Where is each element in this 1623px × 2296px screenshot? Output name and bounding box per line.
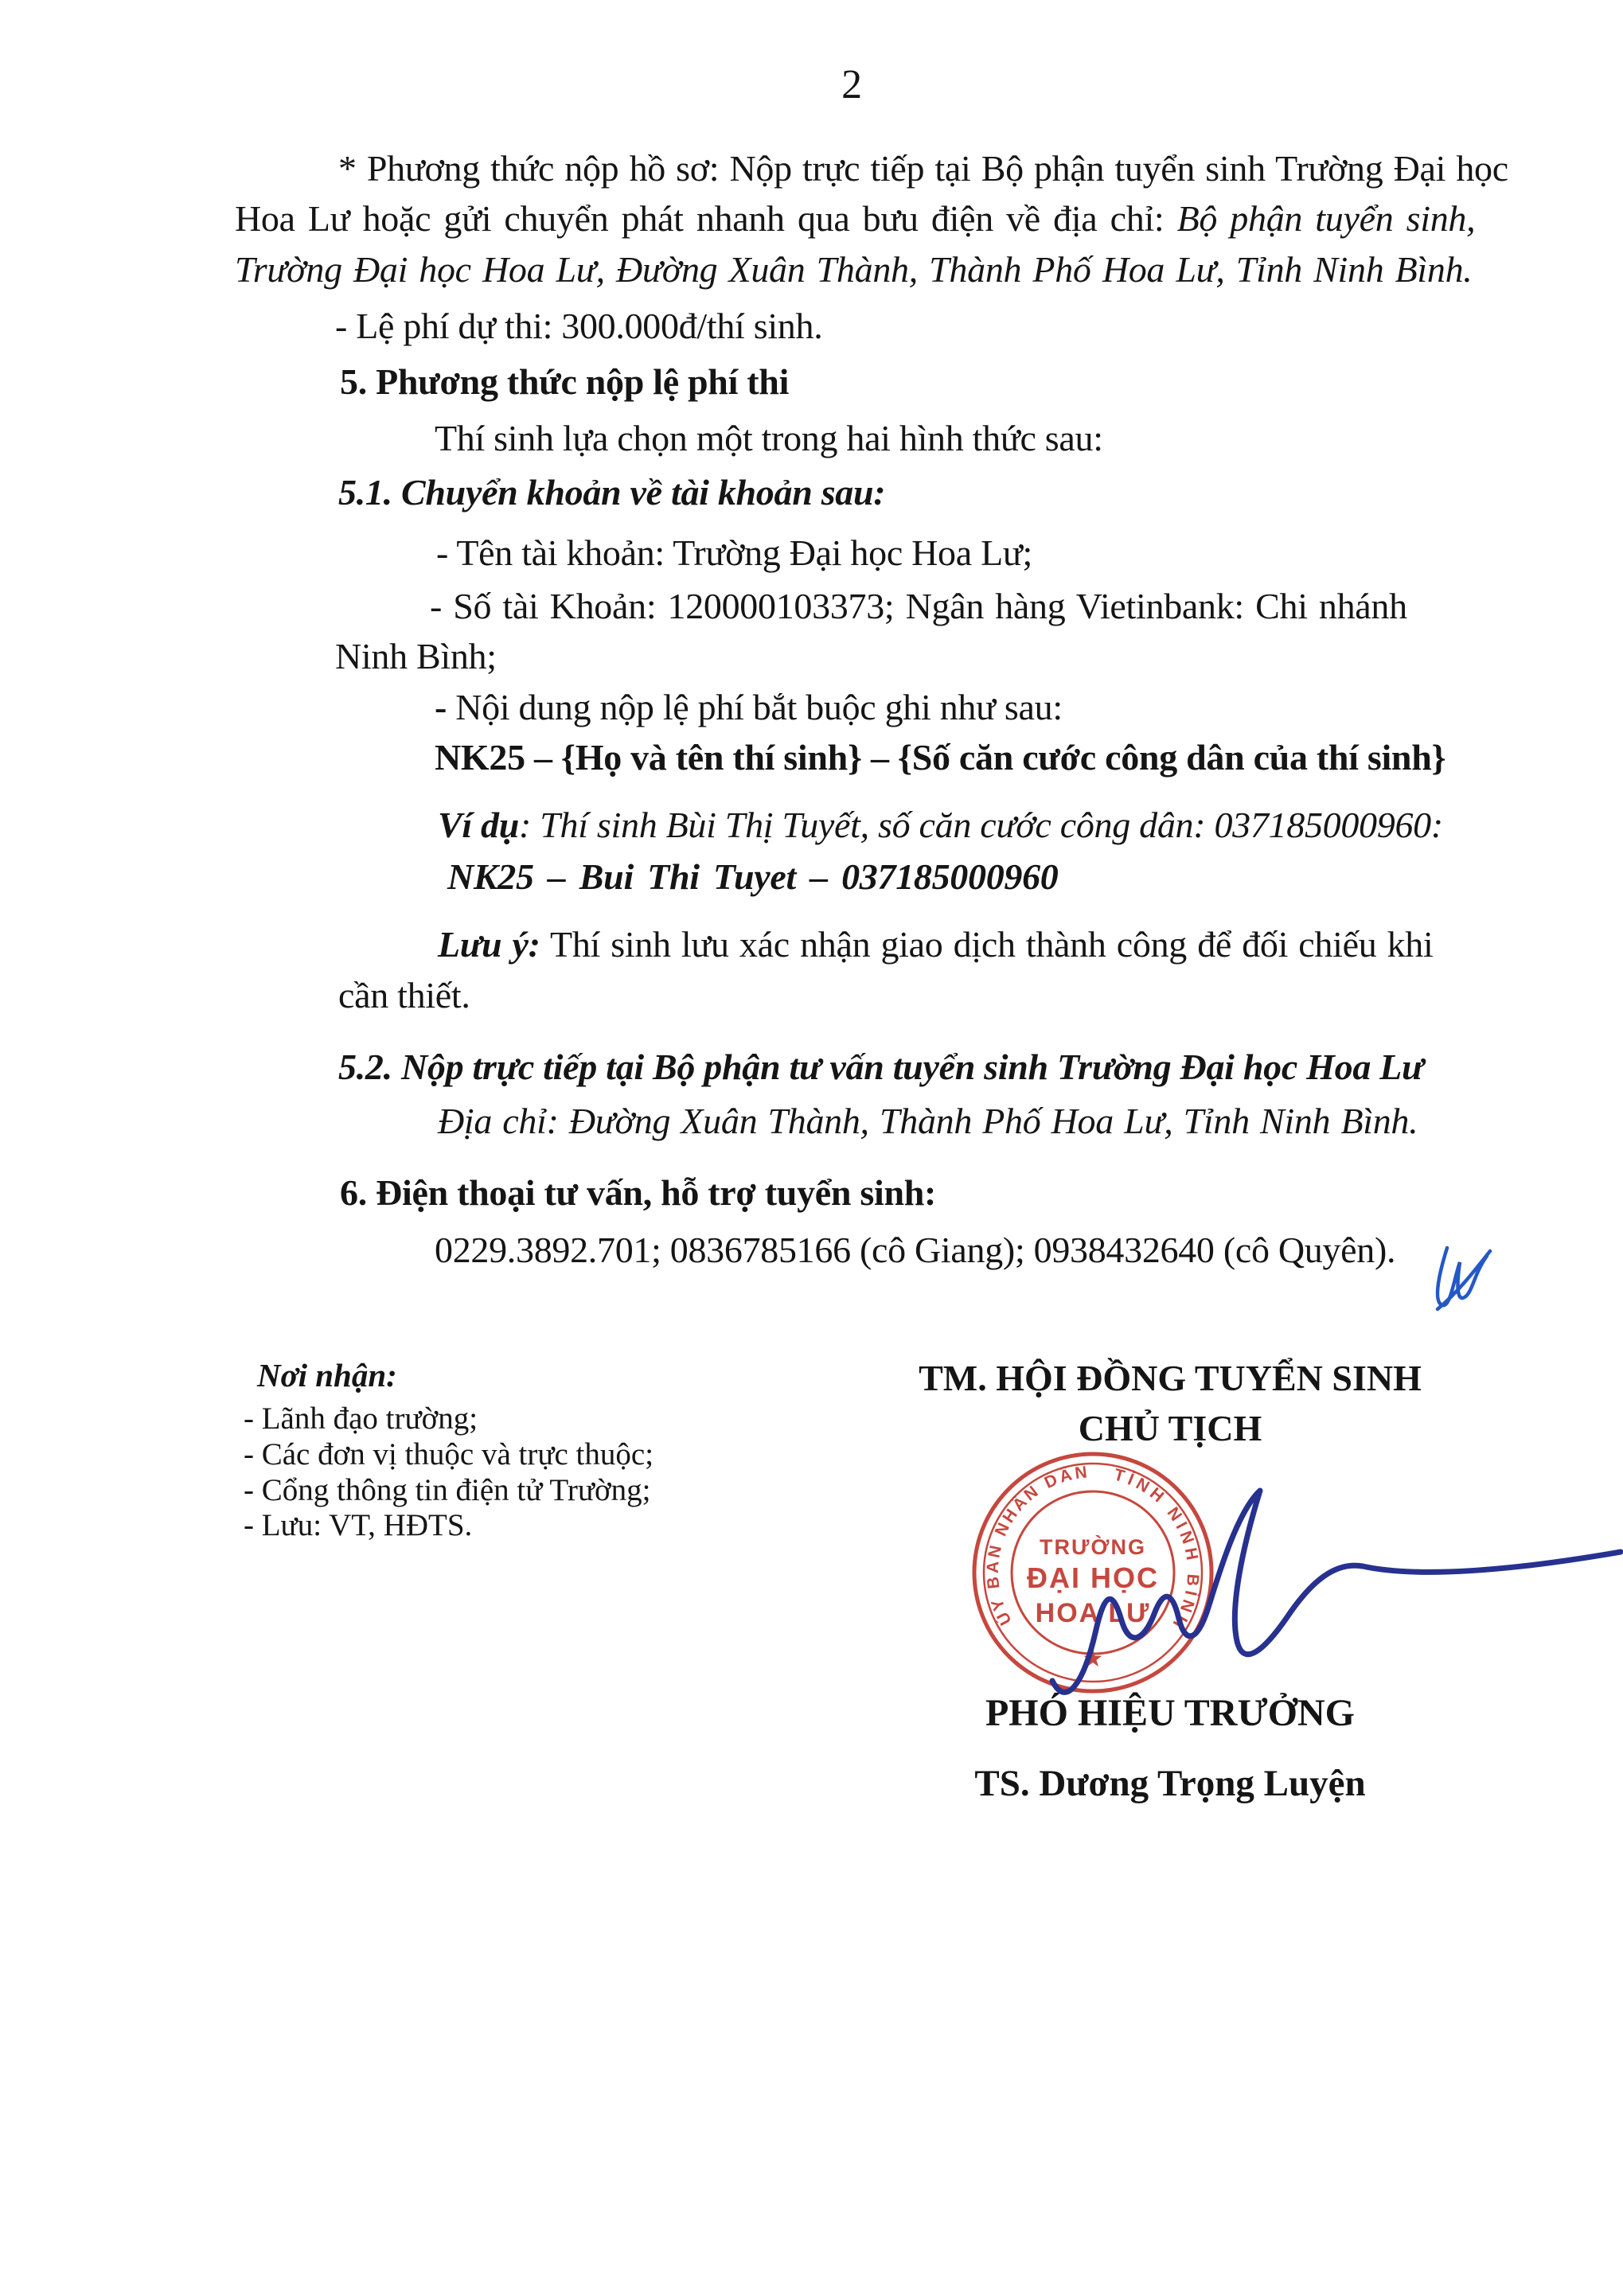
account-number-line: - Số tài Khoản: 120000103373; Ngân hàng Vietinbank: Chi nhánh	[430, 586, 1407, 626]
example-syntax-line: NK25 – Bui Thi Tuyet – 037185000960	[447, 856, 1059, 897]
section-5-2-heading: 5.2. Nộp trực tiếp tại Bộ phận tư vấn tuyển sinh Trường Đại học Hoa Lư	[338, 1047, 1424, 1087]
account-name-line: - Tên tài khoản: Trường Đại học Hoa Lư;	[436, 532, 1032, 573]
recipient-item: - Lãnh đạo trường;	[244, 1401, 478, 1436]
payment-content-dash: -	[435, 687, 456, 727]
note-label: Lưu ý:	[438, 924, 540, 965]
signing-authority: TM. HỘI ĐỒNG TUYỂN SINH	[919, 1358, 1422, 1398]
submission-method-line-2	[235, 199, 1475, 239]
stamp-ring-text-right: TỈNH NINH BÌNH	[1111, 1465, 1203, 1631]
note-line-1	[438, 925, 1433, 965]
account-number-line-cont: Ninh Bình;	[335, 636, 497, 676]
section-5-heading: 5. Phương thức nộp lệ phí thi	[340, 361, 790, 402]
example-line	[438, 805, 1443, 845]
fee-line: - Lệ phí dự thi: 300.000đ/thí sinh.	[335, 306, 823, 346]
stamp-center-line-2: ĐẠI HỌC	[1027, 1561, 1159, 1594]
payment-syntax-line: NK25 – {Họ và tên thí sinh} – {Số căn cước công dân của thí sinh}	[435, 737, 1446, 778]
submission-address-part: Bộ phận tuyển sinh,	[1176, 198, 1476, 239]
section-5-2-address: Địa chỉ: Đường Xuân Thành, Thành Phố Hoa Lư, Tỉnh Ninh Bình.	[438, 1101, 1418, 1141]
submission-method-line-2-regular: Hoa Lư hoặc gửi chuyển phát nhanh qua bưu điện về địa chỉ:	[235, 198, 1177, 239]
signature-stroke	[1052, 1491, 1621, 1692]
recipient-item: - Các đơn vị thuộc và trực thuộc;	[244, 1437, 654, 1472]
payment-content-line	[435, 688, 1063, 727]
section-6-heading: 6. Điện thoại tư vấn, hỗ trợ tuyển sinh:	[340, 1172, 937, 1213]
page-number: 2	[841, 62, 862, 107]
signer-name: TS. Dương Trọng Luyện	[974, 1763, 1366, 1804]
submission-method-line-1: * Phương thức nộp hồ sơ: Nộp trực tiếp tại Bộ phận tuyển sinh Trường Đại học	[338, 148, 1508, 189]
section-5-intro: Thí sinh lựa chọn một trong hai hình thức sau:	[435, 418, 1103, 458]
recipients-title: Nơi nhận:	[257, 1357, 397, 1394]
stamp-star-icon: ★	[1082, 1646, 1104, 1672]
note-text: Thí sinh lưu xác nhận giao dịch thành công để đối chiếu khi	[540, 924, 1434, 965]
chairman-title: CHỦ TỊCH	[1078, 1408, 1262, 1448]
signer-position: PHÓ HIỆU TRƯỞNG	[985, 1692, 1356, 1734]
signature-paraph-icon	[1425, 1238, 1504, 1317]
section-5-1-heading: 5.1. Chuyển khoản về tài khoản sau:	[338, 472, 886, 513]
example-text: : Thí sinh Bùi Thị Tuyết, số căn cước công dân: 037185000960:	[519, 805, 1443, 845]
phone-numbers-line: 0229.3892.701; 0836785166 (cô Giang); 0938432640 (cô Quyên).	[435, 1230, 1396, 1270]
signature-flourish	[1019, 1472, 1623, 1723]
submission-method-line-3: Trường Đại học Hoa Lư, Đường Xuân Thành, Thành Phố Hoa Lư, Tỉnh Ninh Bình.	[235, 249, 1473, 290]
example-label: Ví dụ	[438, 805, 520, 845]
stamp-center-line-3: HOA LƯ	[1035, 1598, 1151, 1628]
note-line-2: cần thiết.	[338, 975, 470, 1015]
stamp-center-line-1: TRƯỜNG	[1040, 1535, 1146, 1559]
payment-content-text: Nội dung nộp lệ phí bắt buộc ghi như sau:	[455, 687, 1063, 727]
recipient-item: - Lưu: VT, HĐTS.	[244, 1508, 473, 1542]
paraph-stroke-1	[1438, 1248, 1487, 1305]
recipient-item: - Cổng thông tin điện tử Trường;	[244, 1473, 651, 1507]
stamp-ring-text-left: ỦY BAN NHÂN DÂN	[983, 1463, 1088, 1628]
